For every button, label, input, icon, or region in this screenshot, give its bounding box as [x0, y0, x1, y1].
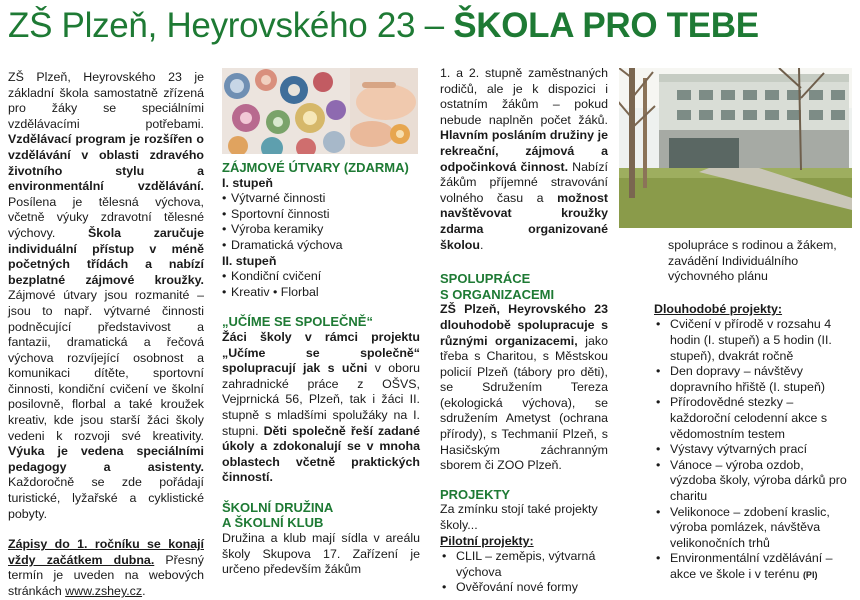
stage-1-list: [222, 191, 420, 253]
column-long-term-projects: [642, 238, 852, 583]
pilot-item-continued: spolupráce s rodinou a žákem, zavádění Individuálního výchovného plánu: [668, 238, 837, 284]
stage-2-heading: II. stupeň: [222, 253, 277, 268]
crafts-photo: [222, 68, 418, 154]
pilot-projects-list: [440, 549, 608, 596]
projects-intro: Za zmínku stojí také projekty školy...: [440, 502, 598, 533]
intro-paragraph: ZŠ Plzeň, Heyrovského 23 je základní škola samostatně zřízená pro žáky se speciálními vzdělávacími potřebami. Vzdělávací program je rozšířen o vzdělávání v oblasti zdravého životního stylu a environmentální vzdělávání. Posílena je tělesná výchova, včetně výuky zdravotní tělesné výchovy. Škola zaručuje individuální přístup v méně početných třídách a nabízí bezplatné zájmové kroužky. Zájmové útvary jsou rozmanité – jsou to např. výtvarné činnosti podněcující představivost a fantazii, dramatická a řečová výchova rozvíjející osobnost a komunikaci dítěte, sportovní činnosti, kondiční cvičení ve školní posilovně, florbal a také kroužek kreativ, kde jsou starší žáci školy vedeni k rozvoji své kreativity. Výuka je vedena speciálními pedagogy a asistenty. Každoročně se zde pořádají turistické, lyžařské a cyklistické pobyty.: [8, 70, 204, 521]
stage-1-heading: I. stupeň: [222, 175, 273, 190]
list-item: • Kreativ • Florbal: [222, 285, 420, 301]
list-item: • Výtvarné činnosti: [222, 191, 420, 207]
activities-heading: ZÁJMOVÉ ÚTVARY (ZDARMA): [222, 160, 409, 175]
long-term-projects-heading: Dlouhodobé projekty:: [654, 301, 783, 316]
author-mark: (PI): [802, 569, 818, 580]
website-link[interactable]: www.zshey.cz: [65, 584, 143, 598]
title-regular: ZŠ Plzeň, Heyrovského 23 –: [8, 6, 454, 45]
stage-2-list: [222, 269, 420, 300]
learning-together-heading: „UČÍME SE SPOLEČNĚ“: [222, 314, 373, 330]
list-item: • Ověřování nové formy: [440, 580, 608, 596]
list-item: • Výroba keramiky: [222, 222, 420, 238]
list-item: • Environmentální vzdělávání – akce ve škole i v terénu (PI): [654, 551, 852, 583]
list-item: • Kondiční cvičení: [222, 269, 420, 285]
school-building-photo: [619, 68, 852, 228]
list-item: • Vánoce – výroba ozdob, výzdoba školy, výroba dárků pro charitu: [654, 458, 852, 505]
list-item: • Velikonoce – zdobení kraslic, výroba pomlázek, návštěva velikonočních trhů: [654, 505, 852, 552]
list-item: • Den dopravy – návštěvy dopravního hřiště (I. stupeň): [654, 364, 852, 395]
after-school-continued: 1. a 2. stupně zaměstnaných rodičů, ale je k dispozici i ostatním žákům – pokud nebude naplněn počet žáků. Hlavním posláním družiny je rekreační, zájmová a odpočinková činnost. Nabízí žákům příjemné stravování volného času a možnost navštěvovat kroužky zdarma organizované školou.: [440, 66, 608, 252]
list-item: • Přírodovědné stezky – každoroční celodenní akce s vědomostním testem: [654, 395, 852, 442]
column-activities: [222, 160, 420, 578]
enrolment-paragraph: Zápisy do 1. ročníku se konají vždy začátkem dubna. Přesný termín je uveden na webových stránkách www.zshey.cz.: [8, 537, 204, 598]
cooperation-heading: SPOLUPRÁCE S ORGANIZACEMI: [440, 271, 555, 302]
long-term-projects-list: [642, 317, 852, 583]
after-school-heading: ŠKOLNÍ DRUŽINA A ŠKOLNÍ KLUB: [222, 499, 334, 531]
page-title: [8, 4, 858, 48]
list-item: • CLIL – zeměpis, výtvarná výchova: [440, 549, 608, 580]
list-item: • Výstavy výtvarných prací: [654, 442, 852, 458]
column-cooperation: [440, 66, 608, 596]
list-item: • Cvičení v přírodě v rozsahu 4 hodin (I. stupeň) a 5 hodin (II. stupeň), dvakrát ročně: [654, 317, 852, 364]
cooperation-paragraph: ZŠ Plzeň, Heyrovského 23 dlouhodobě spolupracuje s různými organizacemi, jako třeba s Charitou, s Městskou policií Plzeň (tábory pro děti), se Sdružením Tereza (ekologická výchova), se sdružením Ametyst (ochrana přírody), s Techmanií Plzeň, s Hasičským záchranným sborem či ZOO Plzeň.: [440, 302, 608, 473]
column-intro: [8, 70, 204, 600]
list-item: • Dramatická výchova: [222, 238, 420, 254]
learning-together-paragraph: Žáci školy v rámci projektu „Učíme se společně“ spolupracují jak s učni v oboru zahradnické práce z OŠVS, Vejprnická 56, Plzeň, tak i žáci II. stupně s mladšími spolužáky na I. stupni. Děti společně řeší zadané úkoly a zdokonalují se v mnoha oblastech včetně praktických činností.: [222, 329, 420, 485]
after-school-paragraph: Družina a klub mají sídla v areálu školy Skupova 17. Zařízení je určeno především žákům: [222, 531, 420, 577]
pilot-projects-heading: Pilotní projekty:: [440, 533, 534, 548]
list-item: • Sportovní činnosti: [222, 207, 420, 223]
title-bold: ŠKOLA PRO TEBE: [453, 6, 759, 45]
projects-heading: PROJEKTY: [440, 486, 511, 502]
